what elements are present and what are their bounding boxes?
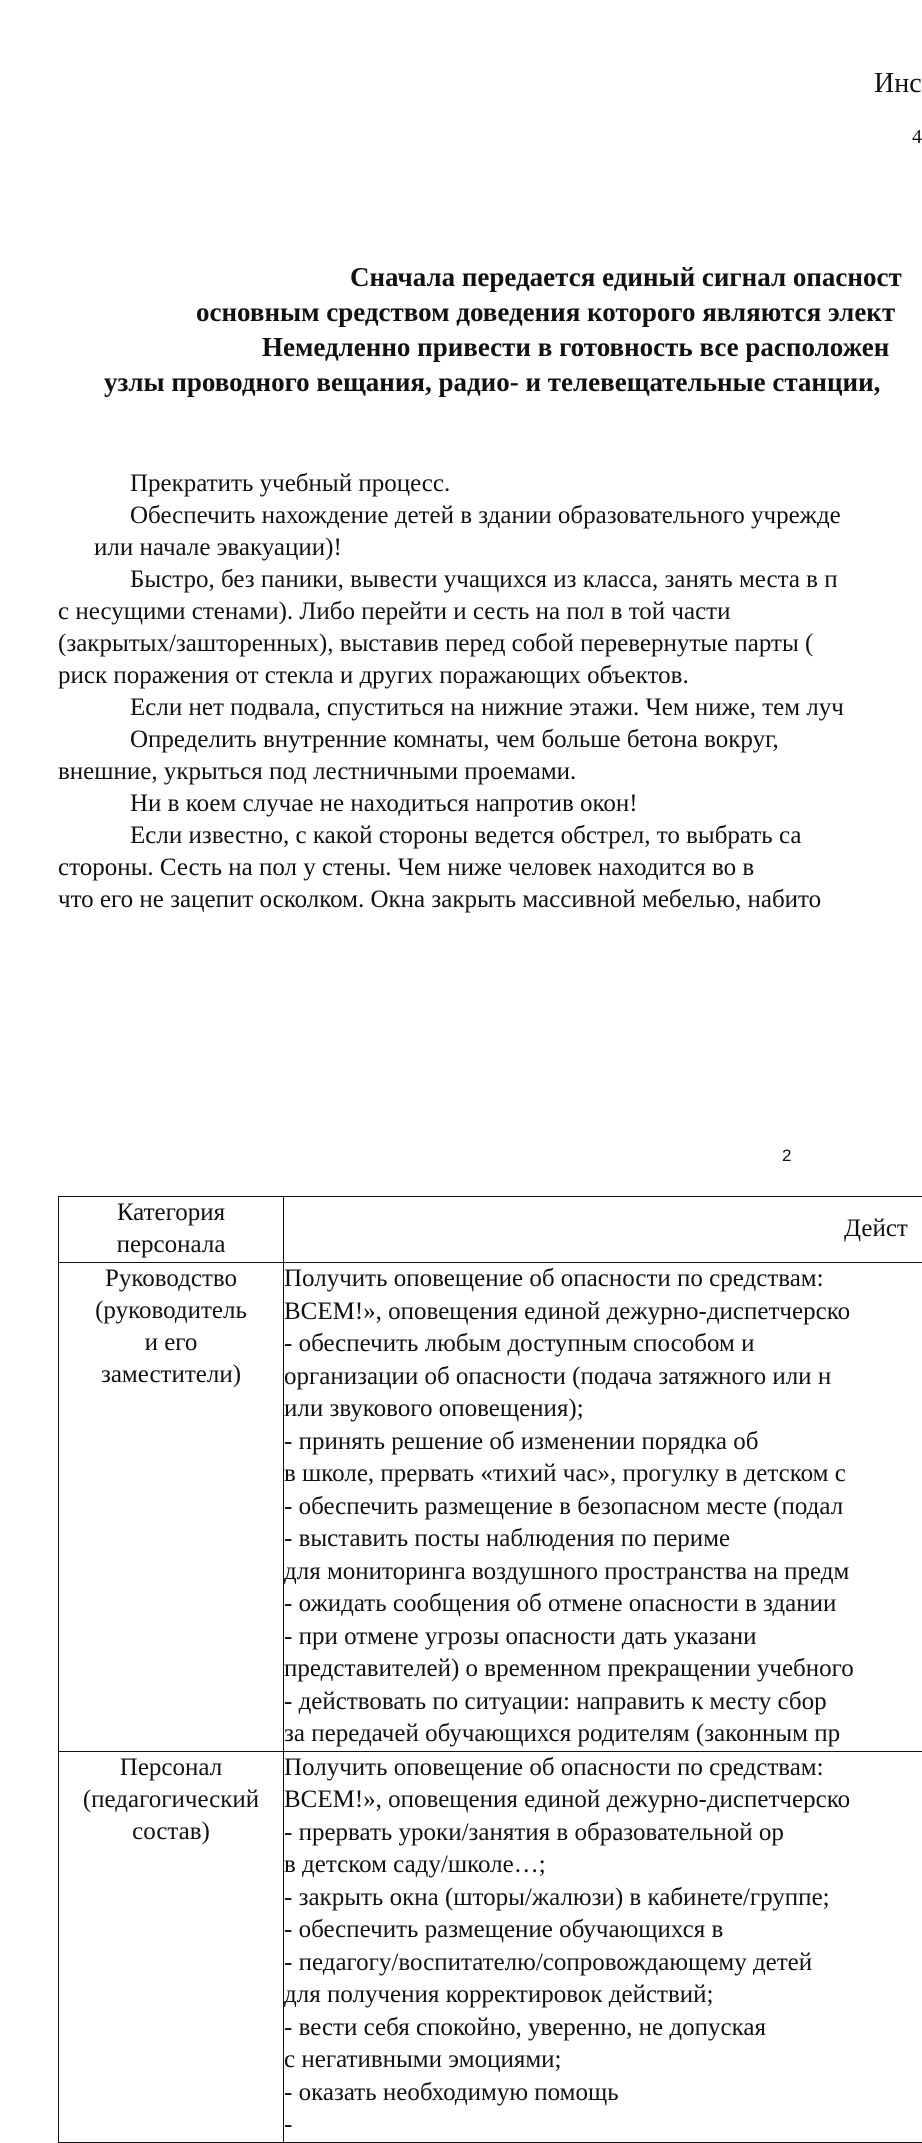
body-line: Быстро, без паники, вывести учащихся из класса, занять места в п [130,566,838,594]
body-line: риск поражения от стекла и других поражающих объектов. [58,662,689,690]
signal-line-2: основным средством доведения которого являются элект [196,297,895,328]
body-line: внешние, укрыться под лестничными проемами. [58,758,576,786]
table-header-row [59,1197,922,1263]
action-line: Получить оповещение об опасности по средствам: [284,1263,922,1296]
signal-line-3: Немедленно привести в готовность все расположен [262,332,889,363]
action-line: - оказать необходимую помощь [284,2077,922,2110]
action-line: за передачей обучающихся родителям (законным пр [284,1718,922,1751]
action-line: для мониторинга воздушного пространства на предм [284,1556,922,1589]
category-line: заместители) [59,1359,283,1391]
action-line: Получить оповещение об опасности по средствам: [284,1752,922,1785]
body-line: (закрытых/зашторенных), выставив перед собой перевернутые парты ( [58,630,813,658]
document-header-subtitle: 4 [912,126,922,149]
action-line: в школе, прервать «тихий час», прогулку в детском с [284,1458,922,1491]
header-category-cell [59,1197,284,1263]
category-line: состав) [59,1816,283,1848]
action-line: представителей) о временном прекращении учебного [284,1653,922,1686]
body-line: Ни в коем случае не находиться напротив окон! [130,790,638,818]
document-header-title: Инс [874,68,922,100]
table-row [59,1751,922,2142]
body-line: или начале эвакуации)! [94,534,342,562]
header-category-line: персонала [59,1229,283,1261]
category-cell [59,1263,284,1752]
responsibilities-table [58,1196,922,2143]
body-line: Обеспечить нахождение детей в здании образовательного учрежде [130,502,841,530]
action-line: с негативными эмоциями; [284,2044,922,2077]
action-line: - вести себя спокойно, уверенно, не допуская [284,2012,922,2045]
signal-line-1: Сначала передается единый сигнал опасност [350,262,902,293]
category-line: (педагогический [59,1784,283,1816]
action-line: - принять решение об изменении порядка об [284,1426,922,1459]
body-line: стороны. Сесть на пол у стены. Чем ниже человек находится во в [58,854,754,882]
category-line: Персонал [59,1752,283,1784]
signal-line-4: узлы проводного вещания, радио- и телевещательные станции, [104,367,880,398]
action-line: или звукового оповещения); [284,1393,922,1426]
action-line: - педагогу/воспитателю/сопровождающему детей [284,1947,922,1980]
body-line: Прекратить учебный процесс. [130,470,450,498]
category-cell [59,1751,284,2142]
action-line: в детском саду/школе…; [284,1849,922,1882]
body-line: что его не зацепит осколком. Окна закрыть массивной мебелью, набито [58,886,821,914]
table-row [59,1263,922,1752]
header-category-line: Категория [59,1197,283,1229]
action-line: организации об опасности (подача затяжного или н [284,1361,922,1394]
action-line: - прервать уроки/занятия в образовательной ор [284,1817,922,1850]
body-line: с несущими стенами). Либо перейти и сесть на пол в той части [58,598,731,626]
action-line: - обеспечить любым доступным способом и [284,1328,922,1361]
category-line: Руководство [59,1263,283,1295]
page-number: 2 [782,1146,791,1166]
actions-cell [284,1263,922,1752]
action-line: - обеспечить размещение в безопасном месте (подал [284,1491,922,1524]
action-line: - ожидать сообщения об отмене опасности в здании [284,1588,922,1621]
body-line: Если известно, с какой стороны ведется обстрел, то выбрать са [130,822,801,850]
action-line: - выставить посты наблюдения по периме [284,1523,922,1556]
header-actions-cell: Дейст [284,1197,922,1263]
action-line: - при отмене угрозы опасности дать указани [284,1621,922,1654]
action-line: ВСЕМ!», оповещения единой дежурно-диспетчерско [284,1784,922,1817]
category-line: и его [59,1327,283,1359]
action-line: - [284,2109,922,2142]
action-line: - закрыть окна (шторы/жалюзи) в кабинете/группе; [284,1882,922,1915]
action-line: ВСЕМ!», оповещения единой дежурно-диспетчерско [284,1296,922,1329]
actions-cell [284,1751,922,2142]
action-line: - обеспечить размещение обучающихся в [284,1914,922,1947]
body-line: Определить внутренние комнаты, чем больше бетона вокруг, [130,726,779,754]
action-line: - действовать по ситуации: направить к месту сбор [284,1686,922,1719]
body-line: Если нет подвала, спуститься на нижние этажи. Чем ниже, тем луч [130,694,844,722]
category-line: (руководитель [59,1295,283,1327]
action-line: для получения корректировок действий; [284,1979,922,2012]
